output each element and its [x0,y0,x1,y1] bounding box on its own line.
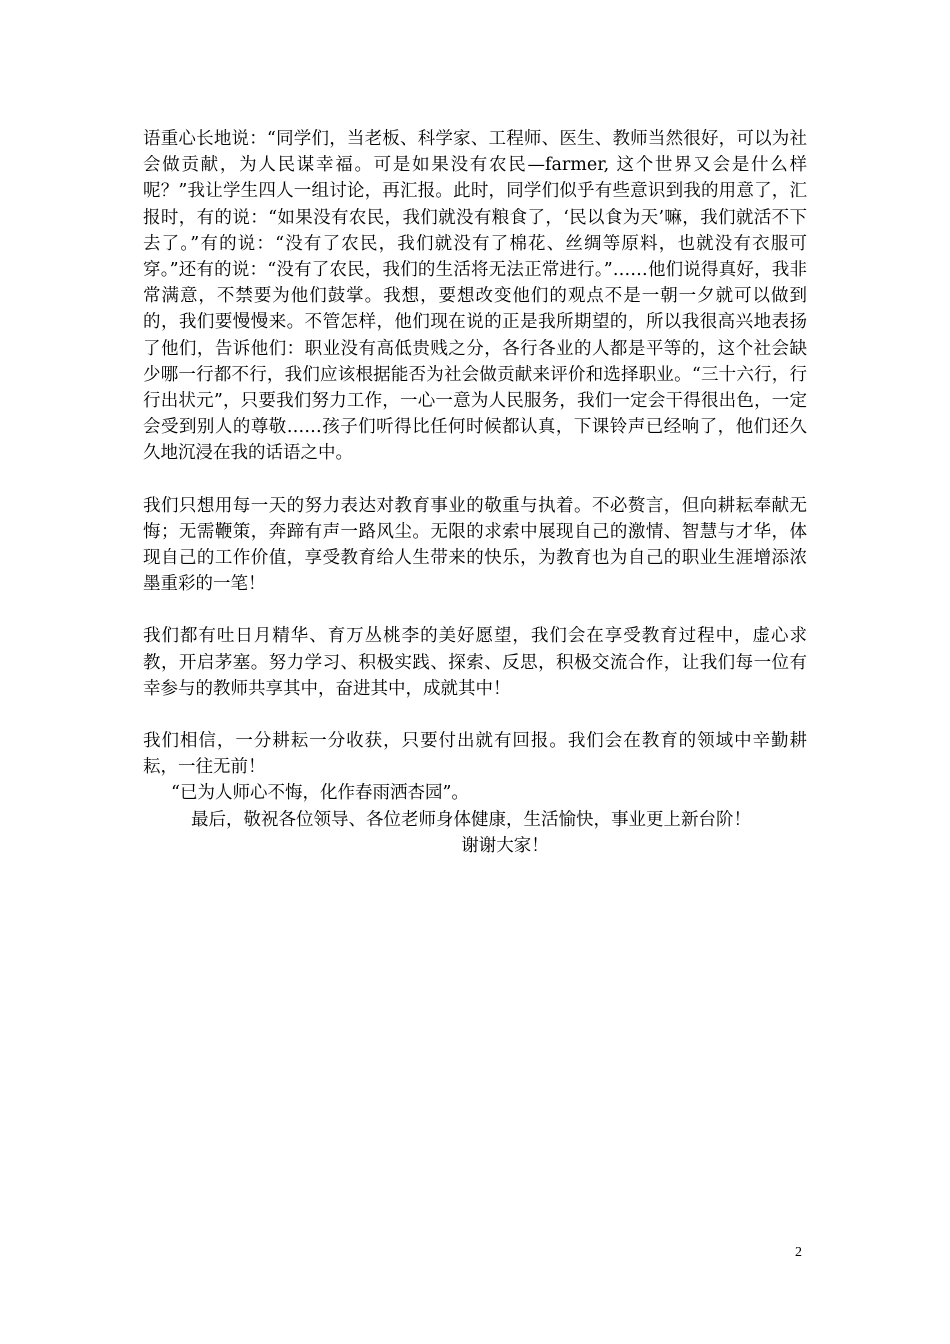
paragraph-dedication: 我们只想用每一天的努力表达对教育事业的敬重与执着。不必赘言，但向耕耘奉献无悔；无需鞭策，奔蹄有声一路风尘。无限的求索中展现自己的激情、智慧与才华，体现自己的工作价值，享受教育给人生带来的快乐，为教育也为自己的职业生涯增添浓墨重彩的一笔！ [143,495,807,595]
paragraph-class-discussion: 语重心长地说：“同学们，当老板、科学家、工程师、医生、教师当然很好，可以为社会做贡献，为人民谋幸福。可是如果没有农民—farmer, 这个世界又会是什么样呢？”我让学生四人一组讨论，再汇报。此时，同学们似乎有些意识到我的用意了，汇报时，有的说：“如果没有农民，我们就没有粮食了，‘民以食为天’嘛，我们就活不下去了。”有的说：“没有了农民，我们就没有了棉花、丝绸等原料，也就没有衣服可穿。”还有的说：“没有了农民，我们的生活将无法正常进行。”……他们说得真好，我非常满意，不禁要为他们鼓掌。我想，要想改变他们的观点不是一朝一夕就可以做到的，我们要慢慢来。不管怎样，他们现在说的正是我所期望的，所以我很高兴地表扬了他们，告诉他们：职业没有高低贵贱之分，各行各业的人都是平等的，这个社会缺少哪一行都不行，我们应该根据能否为社会做贡献来评价和选择职业。“三十六行，行行出状元”，只要我们努力工作，一心一意为人民服务，我们一定会干得很出色，一定会受到别人的尊敬……孩子们听得比任何时候都认真，下课铃声已经响了，他们还久久地沉浸在我的话语之中。 [143,129,807,464]
paragraph-belief: 我们相信，一分耕耘一分收获，只要付出就有回报。我们会在教育的领域中辛勤耕耘，一往无前！ [143,731,807,778]
paragraph-spacer [143,702,807,728]
thanks-line: 谢谢大家！ [461,835,549,856]
closing-wishes: 最后，敬祝各位领导、各位老师身体健康，生活愉快，事业更上新台阶！ [191,809,751,830]
paragraph-aspiration: 我们都有吐日月精华、育万丛桃李的美好愿望，我们会在享受教育过程中，虚心求教，开启茅塞。努力学习、积极实践、探索、反思，积极交流合作，让我们每一位有幸参与的教师共享其中，奋进其中，成就其中！ [143,626,807,699]
document-body [143,126,807,859]
paragraph-spacer [143,467,807,493]
quote-line: “已为人师心不悔，化作春雨洒杏园”。 [171,783,469,804]
paragraph-spacer [143,597,807,623]
page-number: 2 [795,1245,802,1260]
